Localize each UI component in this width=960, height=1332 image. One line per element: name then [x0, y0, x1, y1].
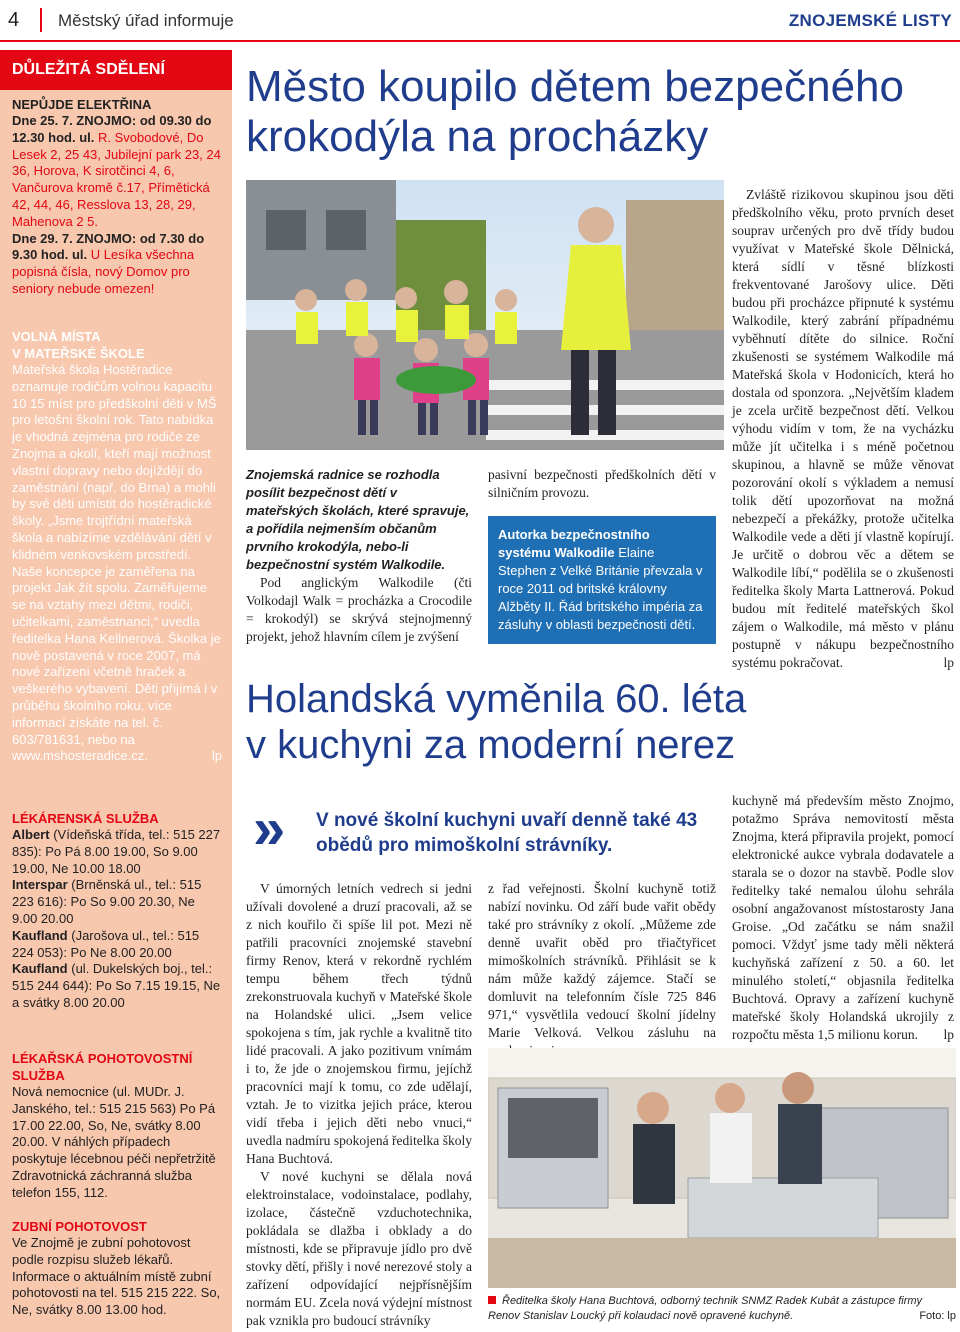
power-heading: NEPŮJDE ELEKTŘINA — [12, 97, 152, 112]
pharmacy-notice — [12, 810, 222, 1012]
walkodile-box-text: Elaine Stephen z Velké Británie převzala v roce 2011 od britské královny Alžběty II. Řád britského impéria za zásluhy v oblasti bezpečnosti dětí. — [498, 545, 703, 632]
kindergarten-signature: lp — [211, 748, 222, 764]
caption-marker — [488, 1296, 496, 1304]
dental-notice — [12, 1218, 222, 1319]
emergency-notice — [12, 1050, 222, 1202]
article1-body-1: Pod anglickým Walkodile (čti Volkodajl Walk = procházka a Crocodile = krokodýl) se skrývá stejnojmenný projekt, jehož hlavním cílem je zvýšení — [246, 575, 472, 644]
article2-col1-p1: V úmorných letních vedrech si jedni užívali dovolené a druzí pracovali, až se z nich kouřilo či spíše lil pot. Mezi ně patřili pracovníci znojemské stavební firmy Renov, která v rekordně rychlém tempu během třech týdnů zrekonstruovala kuchyň v Mateřské škole na Holandské ulici. „Jsem velice spokojena s tím, jak rychle a kvalitně tito lidé pracovali. A jako pozitivum vnímám i to, že jde o znojemskou firmu, jejíchž pracovníci mají k tomu, co zde udělají, vztah. Je to vizitka jejich práce, kterou vidí třeba i jejich děti nebo vnuci,“ uvedla nadmíru spokojená ředitelka školy Hana Buchtová. — [246, 881, 472, 1166]
kindergarten-text: Mateřská škola Hostěradice oznamuje rodičům volnou kapacitu 10 15 míst pro předškolní děti v MŠ pro letošní školní rok. Tato nabídka je vhodná zejména pro rodiče ze Znojma a okolí, kteří mají možnost vlastní dopravy nebo dojíždějí do zaměstnání (např. do Brna) a mohli by své děti umístit do hostěradické školy. „Jsme trojtřídní mateřská škola a nabízíme vzdělávání dětí v klidném venkovském prostředí. Naše koncepce je zaměřena na projekt Jak žít spolu. Zaměřujeme se na vztahy mezi dětmi, rodiči, učitelkami, zaměstnanci,“ uvedla ředitelka Hana Kellnerová. Školka je nově postavená v roce 2007, má nové zařízení včetně hraček a veškerého vybavení. Děti přijímá i v průběhu školního roku, více informací získáte na tel. č. 603/781631, nebo na www.mshosteradice.cz. — [12, 362, 221, 764]
page-header — [0, 0, 960, 42]
article2-headline-line2: v kuchyni za moderní nerez — [246, 723, 736, 767]
pharmacy-1-name: Albert — [12, 827, 50, 842]
pharmacy-heading: LÉKÁRENSKÁ SLUŽBA — [12, 811, 159, 826]
double-chevron-icon: » — [253, 796, 272, 861]
article2-column-1 — [246, 880, 472, 1330]
article1-headline — [246, 62, 956, 162]
article2-headline-line1: Holandská vyměnila 60. léta — [246, 677, 747, 721]
pharmacy-3-name: Kaufland — [12, 927, 68, 943]
walkodile-info-box — [488, 516, 716, 644]
article1-column-2 — [488, 466, 716, 502]
pharmacy-4-info: (ul. Dukelských boj., tel.: 515 244 644): Po So 7.15 19.15, Ne a svátky 8.00 20.00 — [12, 961, 221, 1010]
emergency-heading: LÉKAŘSKÁ POHOTOVOSTNÍ SLUŽBA — [12, 1051, 193, 1083]
pharmacy-4-name: Kaufland — [12, 961, 68, 977]
kindergarten-heading-1: VOLNÁ MÍSTA — [12, 329, 101, 344]
power-text-2: U Lesíka všechna popisná čísla, nový Domov pro seniory nebude omezen! — [12, 247, 195, 296]
photo-credit: Foto: lp — [919, 1310, 956, 1322]
pharmacy-2-name: Interspar — [12, 877, 68, 893]
kindergarten-notice — [12, 328, 222, 765]
dental-text: Ve Znojmě je zubní pohotovost podle rozpisu služeb lékařů. Informace o aktuálním místě zubní pohotovosti na tel. 515 215 222. So, Ne, svátky 8.00 13.00 hod. — [12, 1235, 221, 1318]
article1-body-2: pasivní bezpečnosti předškolních dětí v silničním provozu. — [488, 467, 716, 500]
article2-col1-p2: V nové kuchyni se dělala nová elektroinstalace, vodoinstalace, podlahy, izolace, částečně vzduchotechnika, pokládala se dlažba i obklady a do místnosti, kde se připravuje jídlo pro dvě stovky dětí, přišly i nové nerezové stoly a zařízení odpovídající nejpřísnějším normám EU. Zcela nová výdejní místnost pak vznikla pro budoucí strávníky — [246, 1169, 472, 1328]
kindergarten-heading-2: V MATEŘSKÉ ŠKOLE — [12, 346, 145, 361]
article1-signature: lp — [943, 655, 954, 670]
article2-subheading: V nové školní kuchyni uvaří denně také 43 obědů pro mimoškolní strávníky. — [316, 810, 698, 856]
article2-col3-text: kuchyně má především město Znojmo, potažmo Správa nemovitostí města Znojma, která připravila projekt, pomocí elektronické aukce vybrala dodavatele a starala se o dozor na stavbě. Podle slov ředitelky také nemalou úlohu sehrála osobní angažovanost místostarosty Jana Groise. „Od začátku se nám snažil pomoci. Vždyť jsme tady měli některá kuchyňská zařízení z 50. a 60. let minulého století,“ objasnila ředitelka Buchtová. Opravy a zařízení kuchyně mateřské školy Holandská ukrojily z rozpočtu města 1,5 milionu korun. — [732, 793, 954, 1042]
article1-body-3: Zvláště rizikovou skupinou jsou děti předškolního věku, proto prvních deset souprav určených pro dvě třídy budou využívat v Mateřské škole Dělnická, která sídlí v těsné blízkosti frekventované Jarošovy ulice. Děti budou při procházce připnuté k systému Walkodile, který zabrání případnému vyběhnutí dítěte do silnice. Roční zkušenosti se systémem Walkodile má Mateřská škola v Hodonicích, která ho dostala od sponzora. „Největším kladem je zcela určitě bezpečnost dětí. Velkou výhodu vidím v tom, že na vycházku může jít učitelka i s méně početnou skupinou, a hlavně se může věnovat pozorování okolí s výkladem a nemusí tolik dětí upozorňovat na možná nebezpečí a překážky, protože učitelka Walkodile vede a děti jí vlastně kopírují. Je určitě o dobrou věc a dětem se Walkodile líbí,“ podělila se o zkušenosti ředitelka školy Marta Lattnerová. Pokud budou mít ředitelé mateřských škol zájem o Walkodile, má město v plánu postupně v nákupu bezpečnostního systému pokračovat. — [732, 187, 954, 670]
header-divider — [40, 8, 42, 32]
walkodile-box-bold: Autorka bezpečnostního systému Walkodile — [498, 527, 650, 560]
article2-column-2 — [488, 880, 716, 1060]
pharmacy-2-info: (Brněnská ul., tel.: 515 223 616): Po So 9.00 20.30, Ne 9.00 20.00 — [12, 877, 202, 926]
article1-headline-line2: krokodýla na procházky — [246, 112, 709, 161]
article1-column-3 — [732, 186, 954, 672]
power-date-2: Dne 29. 7. ZNOJMO: od 7.30 do 9.30 hod. ul. — [12, 230, 205, 263]
article1-lead: Znojemská radnice se rozhodla posílit bezpečnost dětí v mateřských školách, které spravuje, a pořídila nejmenším občanům prvního krokodýla, nebo-li bezpečnostní systém Walkodile. — [246, 467, 470, 572]
section-title: Městský úřad informuje — [58, 11, 234, 30]
kitchen-photo-caption — [488, 1294, 956, 1324]
power-date-1: Dne 25. 7. ZNOJMO: od 09.30 do 12.30 hod. ul. — [12, 113, 212, 145]
emergency-text: Nová nemocnice (ul. MUDr. J. Janského, tel.: 515 215 563) Po Pá 17.00 22.00, So, Ne, svátky 8.00 20.00. V náhlých případech poskytuje lécebnou péči nepřetržitě Zdravotnická záchranná služba telefon 155, 112. — [12, 1084, 216, 1200]
caption-text: Ředitelka školy Hana Buchtová, odborný technik SNMZ Radek Kubát a zástupce firmy Renov Stanislav Loucký při kolaudaci nově opravené kuchyně. — [488, 1295, 923, 1322]
header-rule — [0, 40, 960, 42]
article2-signature: lp — [943, 1027, 954, 1042]
children-walkodile-photo — [246, 180, 724, 450]
article2-column-3 — [732, 792, 954, 1044]
article1-headline-line1: Město koupilo dětem bezpečného — [246, 62, 904, 111]
newspaper-title: ZNOJEMSKÉ LISTY — [788, 11, 952, 30]
pharmacy-1-info: (Vídeňská třída, tel.: 515 227 835): Po Pá 8.00 19.00, So 9.00 19.00, Ne 10.00 18.00 — [12, 827, 221, 876]
kitchen-photo — [488, 1048, 956, 1288]
announcements-sidebar — [0, 50, 232, 1332]
article2-col2-text: z řad veřejnosti. Školní kuchyně totiž nabízí novinku. Od září bude vařit obědy také pro strávníky z okolí. „Můžeme zde denně uvařit oběd pro třiačtyřicet mimoškolních strávníků. Přihlásit se k nám může každý zájemce. Stačí se domluvit na telefonním čísle 725 846 971,“ vysvětlila vedoucí školní jídelny Marie Velková. Velkou zásluhu na — [488, 881, 716, 1040]
power-text-1: R. Svobodové, Do Lesek 2, 25 43, Jubilejní park 23, 24 36, Horova, K sirotčinci 4, 6, Vančurova kromě č.17, Přímětická 42, 44, 46, Resslova 13, 28, 29, Mahenova 2 5. — [12, 129, 221, 229]
power-outage-notice — [12, 96, 222, 298]
article1-column-1 — [246, 466, 472, 646]
sidebar-title: DŮLEŽITÁ SDĚLENÍ — [0, 50, 232, 90]
article2-headline — [246, 676, 846, 768]
pharmacy-3-info: (Jarošova ul., tel.: 515 224 053): Po Ne 8.00 20.00 — [12, 927, 200, 960]
dental-heading: ZUBNÍ POHOTOVOST — [12, 1219, 147, 1234]
page-number: 4 — [8, 9, 20, 31]
